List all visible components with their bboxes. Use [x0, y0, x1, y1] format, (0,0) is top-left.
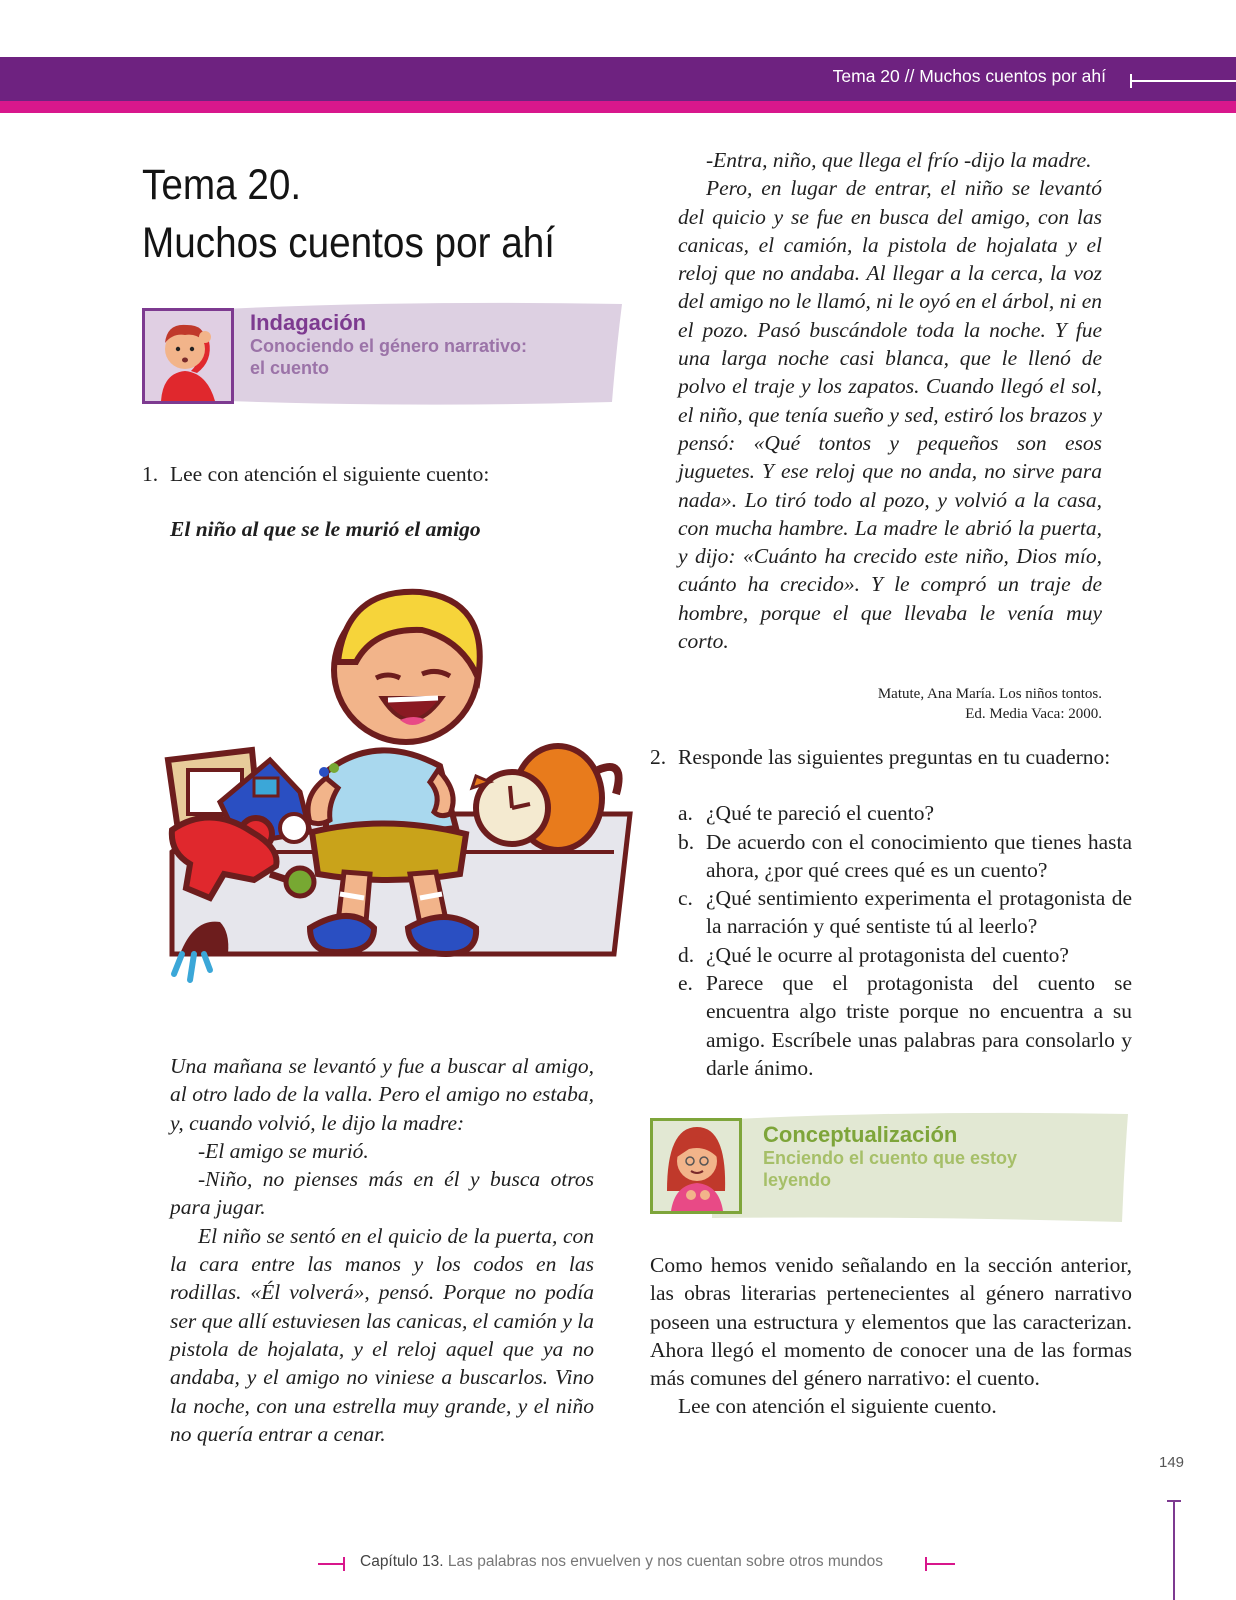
page-number: 149 [1159, 1454, 1185, 1471]
question-text: ¿Qué le ocurre al protagonista del cuento? [706, 942, 1069, 967]
section-conceptualizacion [650, 1112, 1132, 1224]
title-line-1: Tema 20. [142, 161, 302, 209]
story-paragraph: -Entra, niño, que llega el frío -dijo la madre. [706, 148, 1092, 172]
header-rule [1130, 80, 1236, 82]
story-left-column [170, 1052, 594, 1448]
footer-chapter: Capítulo 13. [360, 1553, 444, 1570]
activity-2-heading [650, 743, 1132, 771]
footer-dash-right [925, 1563, 955, 1565]
story-right-column [678, 146, 1102, 655]
activity-1 [142, 460, 650, 488]
story-paragraph: El niño se sentó en el quicio de la puerta, con la cara entre las manos y los codos en las rodillas. «Él volverá», pensó. Porque no podía ser que allí estuviesen las canicas, el camión y la pistola de hojalata, y el reloj aquel que ya no andaba, y el amigo no viniese a buscarlos. Vino la noche, con una estrella muy grande, y el niño no quería entrar a cenar. [170, 1223, 594, 1446]
indagacion-title: Indagación [250, 310, 367, 335]
question-text: ¿Qué te pareció el cuento? [706, 801, 935, 826]
conceptualizacion-title: Conceptualización [763, 1122, 958, 1147]
citation-line-1: Matute, Ana María. Los niños tontos. [877, 686, 1102, 702]
story-paragraph: -Niño, no pienses más en él y busca otros para jugar. [170, 1167, 594, 1220]
question-letter: c. [678, 886, 693, 911]
question-letter: e. [678, 971, 693, 996]
question-text: Parece que el protagonista del cuento se encuentra algo triste porque no encuentra a su amigo. Escríbele unas palabras para consolarlo y darle ánimo. [706, 971, 1132, 1080]
conceptualizacion-subtitle-line-1: Enciendo el cuento que estoy [763, 1148, 1018, 1168]
page-title [142, 156, 574, 272]
question-letter: b. [678, 829, 695, 854]
section-indagacion [142, 302, 622, 406]
activity-2-instruction: Responde las siguientes preguntas en tu cuaderno: [678, 745, 1111, 769]
question-text: De acuerdo con el conocimiento que tienes hasta ahora, ¿por qué crees qué es un cuento? [706, 829, 1132, 882]
question-item [678, 828, 1132, 885]
activity-2 [650, 743, 1132, 1082]
question-letter: a. [678, 801, 693, 826]
conceptualizacion-subtitle-line-2: leyendo [763, 1170, 832, 1190]
footer-chapter-title: Las palabras nos envuelven y nos cuentan sobre otros mundos [447, 1553, 884, 1570]
question-item [678, 799, 1132, 827]
footer-tick-left [343, 1557, 345, 1571]
footer-dash-left [318, 1563, 344, 1565]
indagacion-subtitle [250, 335, 527, 379]
question-text: ¿Qué sentimiento experimenta el protagonista de la narración y qué sentiste tú al leerlo? [706, 886, 1132, 939]
header-accent-stripe [0, 101, 1236, 113]
question-letter: d. [678, 942, 695, 967]
side-mark-line [1173, 1500, 1175, 1600]
indagacion-subtitle-line-1: Conociendo el género narrativo: [250, 336, 528, 356]
story-illustration [160, 582, 640, 994]
story-paragraph: -El amigo se murió. [198, 1138, 369, 1163]
story-paragraph: Una mañana se levantó y fue a buscar al amigo, al otro lado de la valla. Pero el amigo no estaba, y, cuando volvió, le dijo la madre: [170, 1054, 594, 1135]
conceptualizacion-subtitle [763, 1147, 1017, 1191]
question-list [650, 799, 1132, 1082]
story-title: El niño al que se le murió el amigo [170, 517, 481, 541]
question-item [678, 941, 1132, 969]
activity-1-instruction: Lee con atención el siguiente cuento: [170, 462, 490, 486]
running-title: Tema 20 // Muchos cuentos por ahí [832, 66, 1106, 86]
activity-2-number: 2. [650, 745, 667, 769]
indagacion-subtitle-line-2: el cuento [250, 358, 330, 378]
closing-text [650, 1251, 1132, 1421]
activity-1-number: 1. [142, 462, 159, 486]
story-citation [678, 684, 1102, 724]
story-paragraph: Pero, en lugar de entrar, el niño se levantó del quicio y se fue en busca del amigo, con las canicas, el camión, la pistola de hojalata y el reloj que no andaba. Al llegar a la cerca, la voz del amigo no le llamó, ni le oyó en el árbol, ni en el pozo. Pasó buscándole toda la noche. Y fue una larga noche casi blanca, que le llenó de polvo el traje y los zapatos. Cuando llegó el sol, el niño, que tenía sueño y sed, estiró los brazos y pensó: «Qué tontos y pequeños son esos juguetes. Y ese reloj que no anda, no sirve para nada». Lo tiró todo al pozo, y volvió a la casa, con mucha hambre. La madre le abrió la puerta, y dijo: «Cuánto ha crecido este niño, Dios mío, cuánto ha crecido». Y le compró un traje de hombre, porque el que llevaba le venía muy corto. [678, 176, 1102, 654]
title-line-2: Muchos cuentos por ahí [142, 219, 556, 267]
closing-paragraph: Lee con atención el siguiente cuento. [678, 1394, 997, 1419]
closing-paragraph: Como hemos venido señalando en la sección anterior, las obras literarias pertenecientes al género narrativo poseen una estructura y elementos que las caracterizan. Ahora llegó el momento de conocer una de las formas más comunes del género narrativo: el cuento. [650, 1253, 1132, 1391]
footer-text [360, 1553, 883, 1571]
question-item [678, 884, 1132, 941]
boy-thinking-avatar [142, 308, 234, 404]
girl-reading-avatar [650, 1118, 742, 1214]
citation-line-2: Ed. Media Vaca: 2000. [965, 706, 1102, 722]
question-item [678, 969, 1132, 1082]
